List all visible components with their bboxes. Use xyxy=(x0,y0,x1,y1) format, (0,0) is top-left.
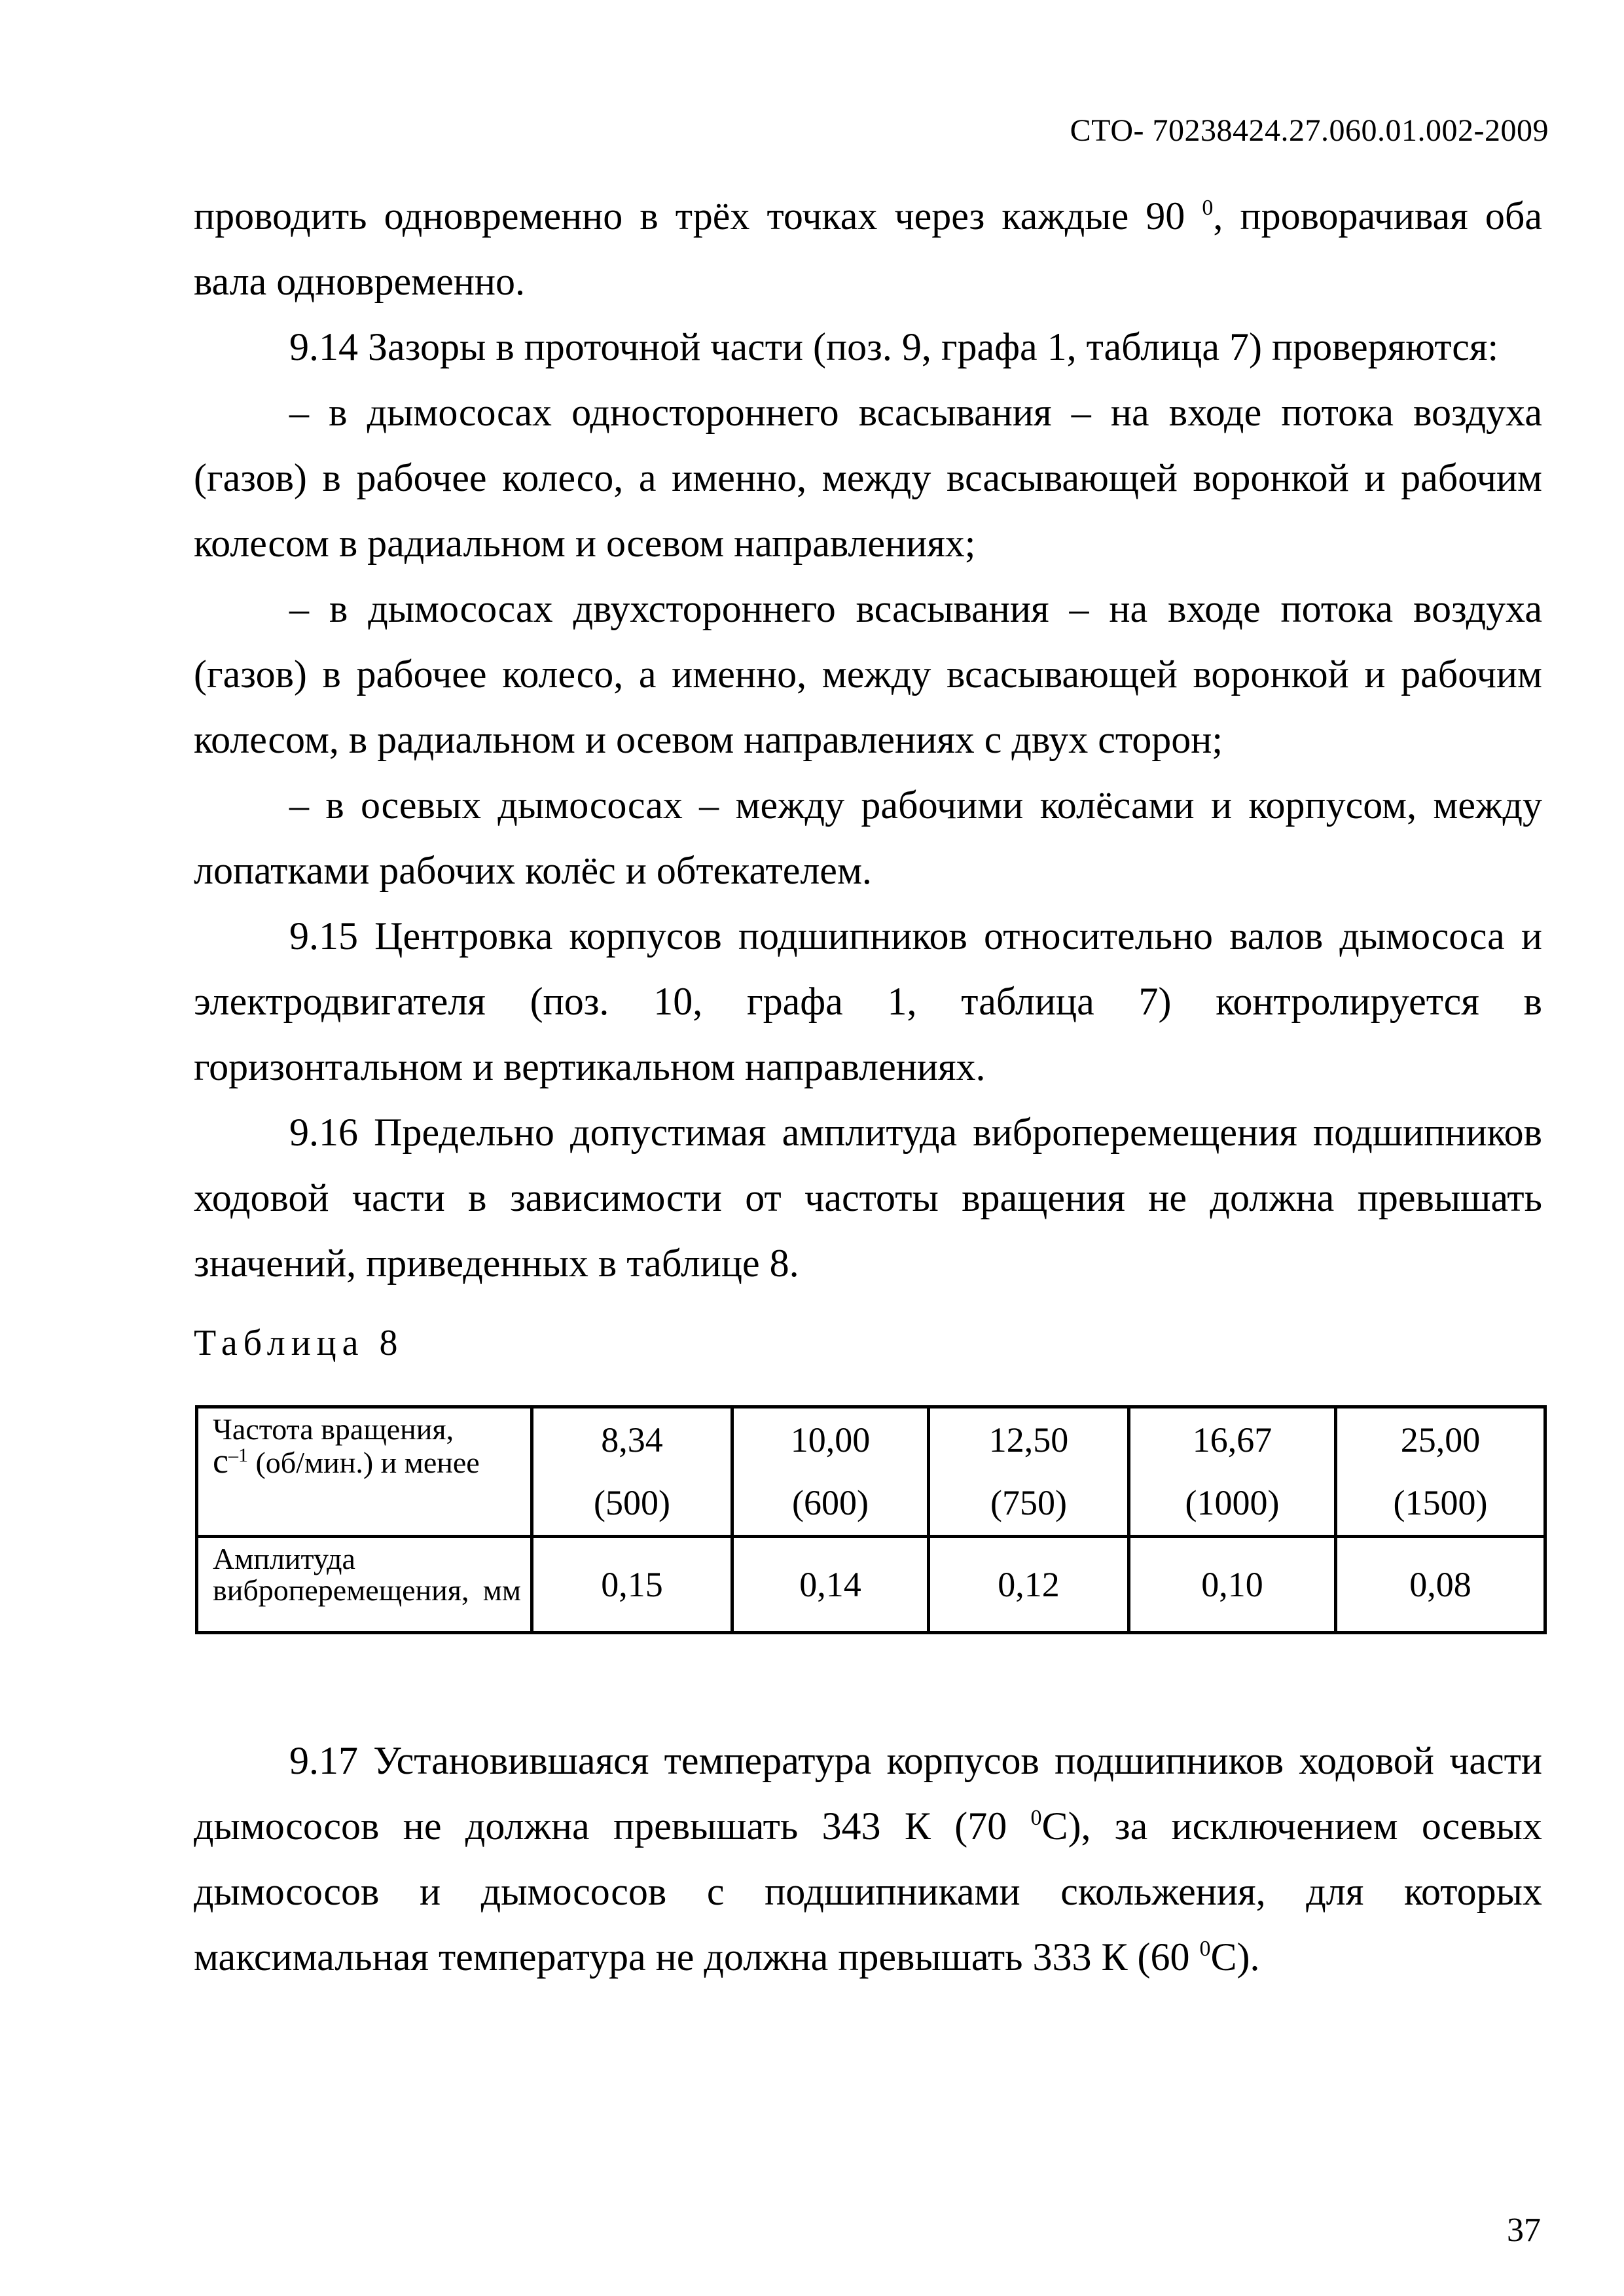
paragraph-9-16: 9.16 Предельно допустимая амплитуда виброперемещения подшипников ходовой части в зависимости от частоты вращения не должна превышать значений, приведенных в таблице 8. xyxy=(194,1111,1542,1285)
paragraph-9-14: 9.14 Зазоры в проточной части (поз. 9, графа 1, таблица 7) проверяются: xyxy=(289,325,1499,368)
amplitude-cell: 0,12 xyxy=(929,1537,1129,1633)
list-item-axial: – в осевых дымососах – между рабочими колёсами и корпусом, между лопатками рабочих колёс и обтекателем. xyxy=(194,783,1542,892)
amplitude-cell: 0,10 xyxy=(1129,1537,1336,1633)
amplitude-header-cell: Амплитуда виброперемещения, мм xyxy=(197,1537,532,1633)
table-caption: Таблица 8 xyxy=(194,1323,404,1363)
paragraph-9-15: 9.15 Центровка корпусов подшипников относительно валов дымососа и электродвигателя (поз. 10, графа 1, таблица 7) контролируется в горизонтальном и вертикальном направлениях. xyxy=(194,914,1542,1088)
list-item-double-suction: – в дымососах двухстороннего всасывания – на входе потока воздуха (газов) в рабочее колесо, а именно, между всасывающей воронкой и рабочим колесом, в радиальном и осевом направлениях с двух сторон; xyxy=(194,587,1542,761)
paragraph-9-17: 9.17 Установившаяся температура корпусов подшипников ходовой части дымососов не должна превышать 343 К (70 $^0$С), за исключением осевых дымососов и дымососов с подшипниками скольжения, для которых максимальная температура не должна превышать 333 К (60 $^0$С). xyxy=(194,1739,1542,1979)
body-text-lower xyxy=(194,1728,1542,1990)
frequency-cell: 10,00 (600) xyxy=(732,1407,929,1537)
page-number: 37 xyxy=(1507,2212,1541,2249)
frequency-cell: 16,67 (1000) xyxy=(1129,1407,1336,1537)
frequency-cell: 12,50 (750) xyxy=(929,1407,1129,1537)
document-code-header: СТО- 70238424.27.060.01.002-2009 xyxy=(1070,113,1549,148)
paragraph-continuation: проводить одновременно в трёх точках через каждые 90 $^0$, проворачивая оба вала одновременно. xyxy=(194,194,1543,303)
frequency-header-cell: Частота вращения, $с^{-1}$ (об/мин.) и менее xyxy=(197,1407,532,1537)
body-text xyxy=(194,183,1542,1296)
list-item-single-suction: – в дымососах одностороннего всасывания – на входе потока воздуха (газов) в рабочее колесо, а именно, между всасывающей воронкой и рабочим колесом в радиальном и осевом направлениях; xyxy=(194,391,1542,565)
amplitude-cell: 0,08 xyxy=(1336,1537,1545,1633)
frequency-cell: 25,00 (1500) xyxy=(1336,1407,1545,1537)
vibration-table xyxy=(195,1405,1547,1634)
amplitude-cell: 0,14 xyxy=(732,1537,929,1633)
amplitude-cell: 0,15 xyxy=(532,1537,732,1633)
table-row-frequency xyxy=(197,1407,1545,1537)
frequency-cell: 8,34 (500) xyxy=(532,1407,732,1537)
degree-superscript: 0 xyxy=(1202,196,1214,220)
table-row-amplitude xyxy=(197,1537,1545,1633)
